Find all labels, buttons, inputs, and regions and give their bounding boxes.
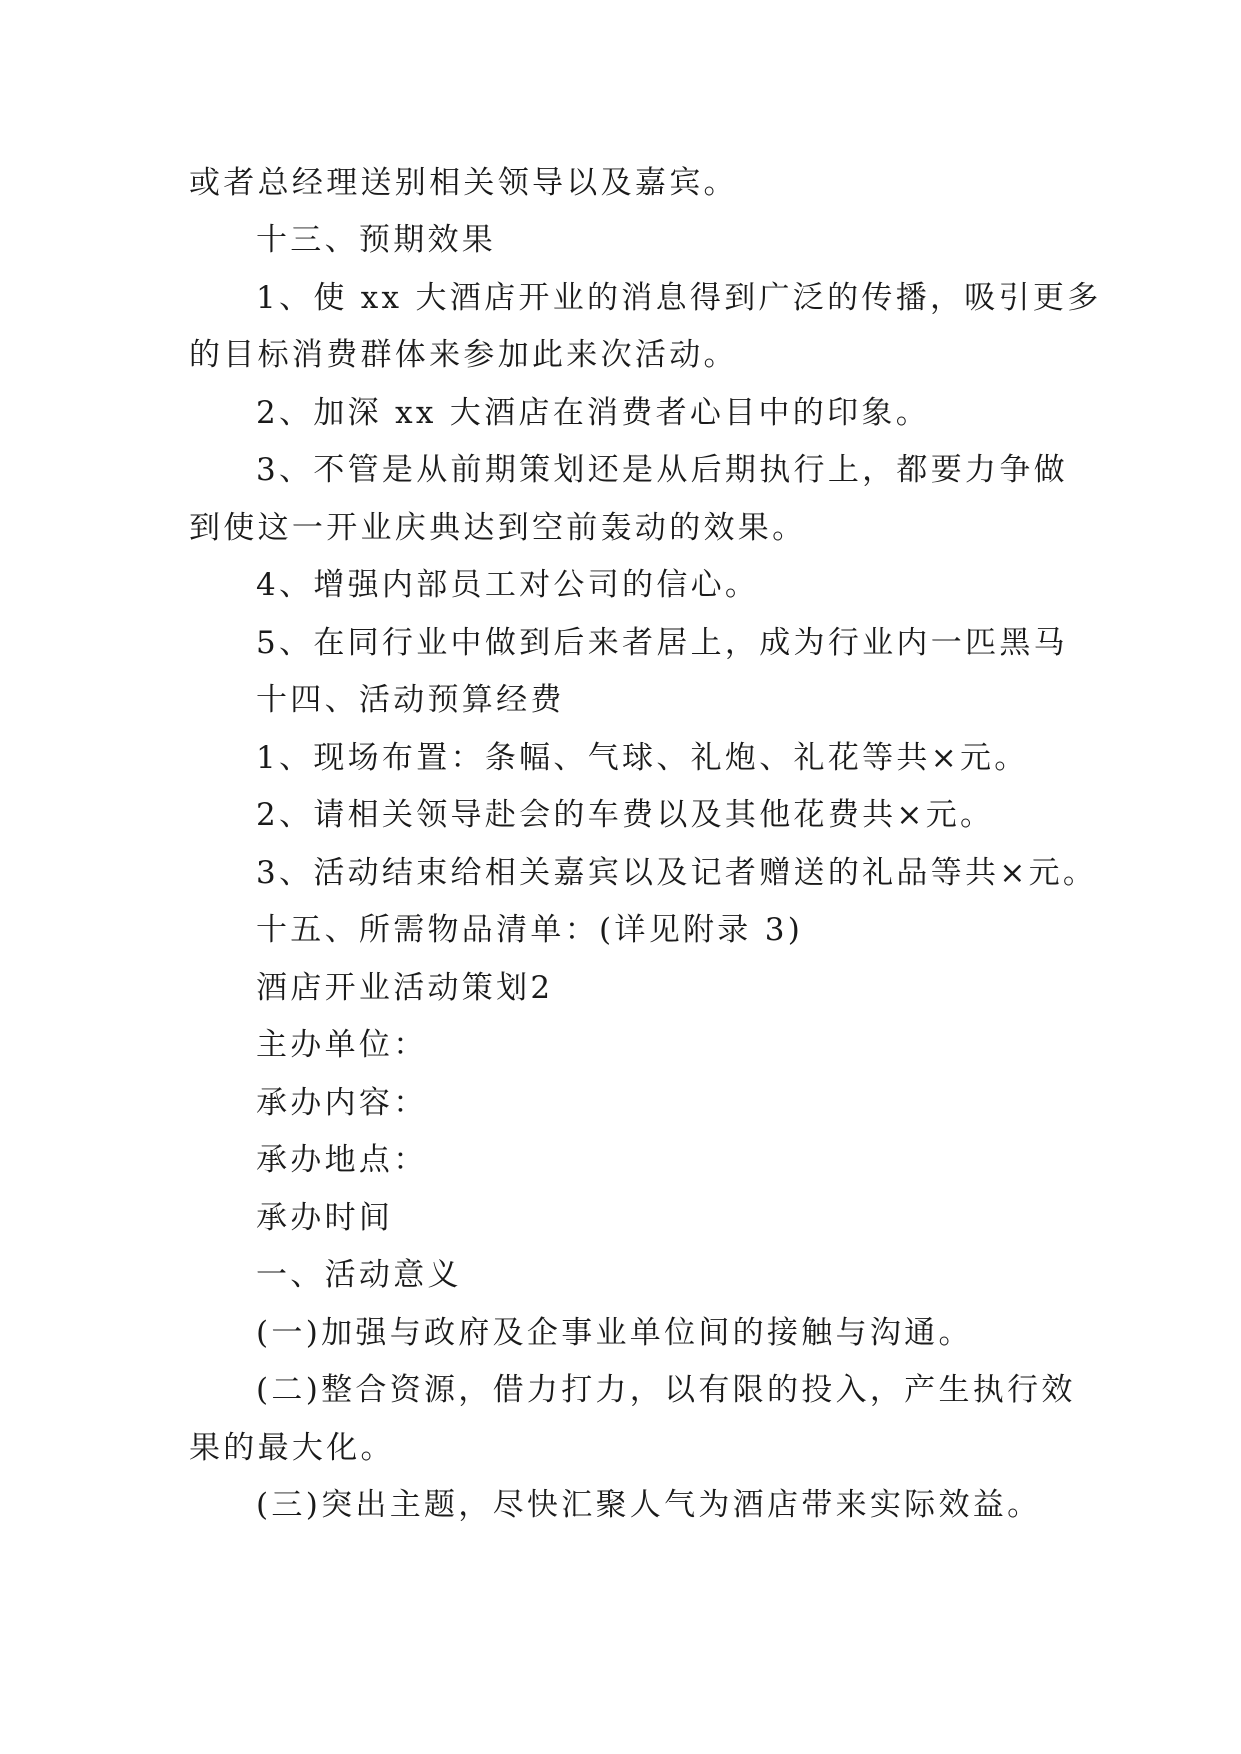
text-line: 主办单位： bbox=[256, 1027, 428, 1063]
text-line: 1、现场布置：条幅、气球、礼炮、礼花等共×元。 bbox=[256, 740, 1029, 776]
text-line: (三)突出主题，尽快汇聚人气为酒店带来实际效益。 bbox=[256, 1487, 1042, 1523]
document-subtitle: 酒店开业活动策划2 bbox=[256, 970, 554, 1006]
text-line: 到使这一开业庆典达到空前轰动的效果。 bbox=[189, 510, 807, 546]
text-line: 3、不管是从前期策划还是从后期执行上，都要力争做 bbox=[256, 452, 1068, 488]
text-line: 1、使 xx 大酒店开业的消息得到广泛的传播，吸引更多 bbox=[256, 280, 1102, 316]
text-line: 2、请相关领导赴会的车费以及其他花费共×元。 bbox=[256, 797, 995, 833]
text-line: 5、在同行业中做到后来者居上，成为行业内一匹黑马 bbox=[256, 625, 1068, 661]
section-heading: 十五、所需物品清单：(详见附录 3) bbox=[256, 912, 804, 948]
text-line: 2、加深 xx 大酒店在消费者心目中的印象。 bbox=[256, 395, 930, 431]
section-heading: 十四、活动预算经费 bbox=[256, 682, 565, 718]
text-line: 3、活动结束给相关嘉宾以及记者赠送的礼品等共×元。 bbox=[256, 855, 1098, 891]
text-line: (一)加强与政府及企事业单位间的接触与沟通。 bbox=[256, 1315, 973, 1351]
text-line: 果的最大化。 bbox=[189, 1430, 395, 1466]
text-line: 承办时间 bbox=[256, 1200, 394, 1236]
section-heading: 一、活动意义 bbox=[256, 1257, 462, 1293]
text-line: (二)整合资源，借力打力，以有限的投入，产生执行效 bbox=[256, 1372, 1076, 1408]
text-line: 的目标消费群体来参加此来次活动。 bbox=[189, 337, 738, 373]
text-line: 承办内容： bbox=[256, 1085, 428, 1121]
text-line: 承办地点： bbox=[256, 1142, 428, 1178]
text-line: 或者总经理送别相关领导以及嘉宾。 bbox=[189, 165, 738, 201]
section-heading: 十三、预期效果 bbox=[256, 222, 497, 258]
text-line: 4、增强内部员工对公司的信心。 bbox=[256, 567, 760, 603]
